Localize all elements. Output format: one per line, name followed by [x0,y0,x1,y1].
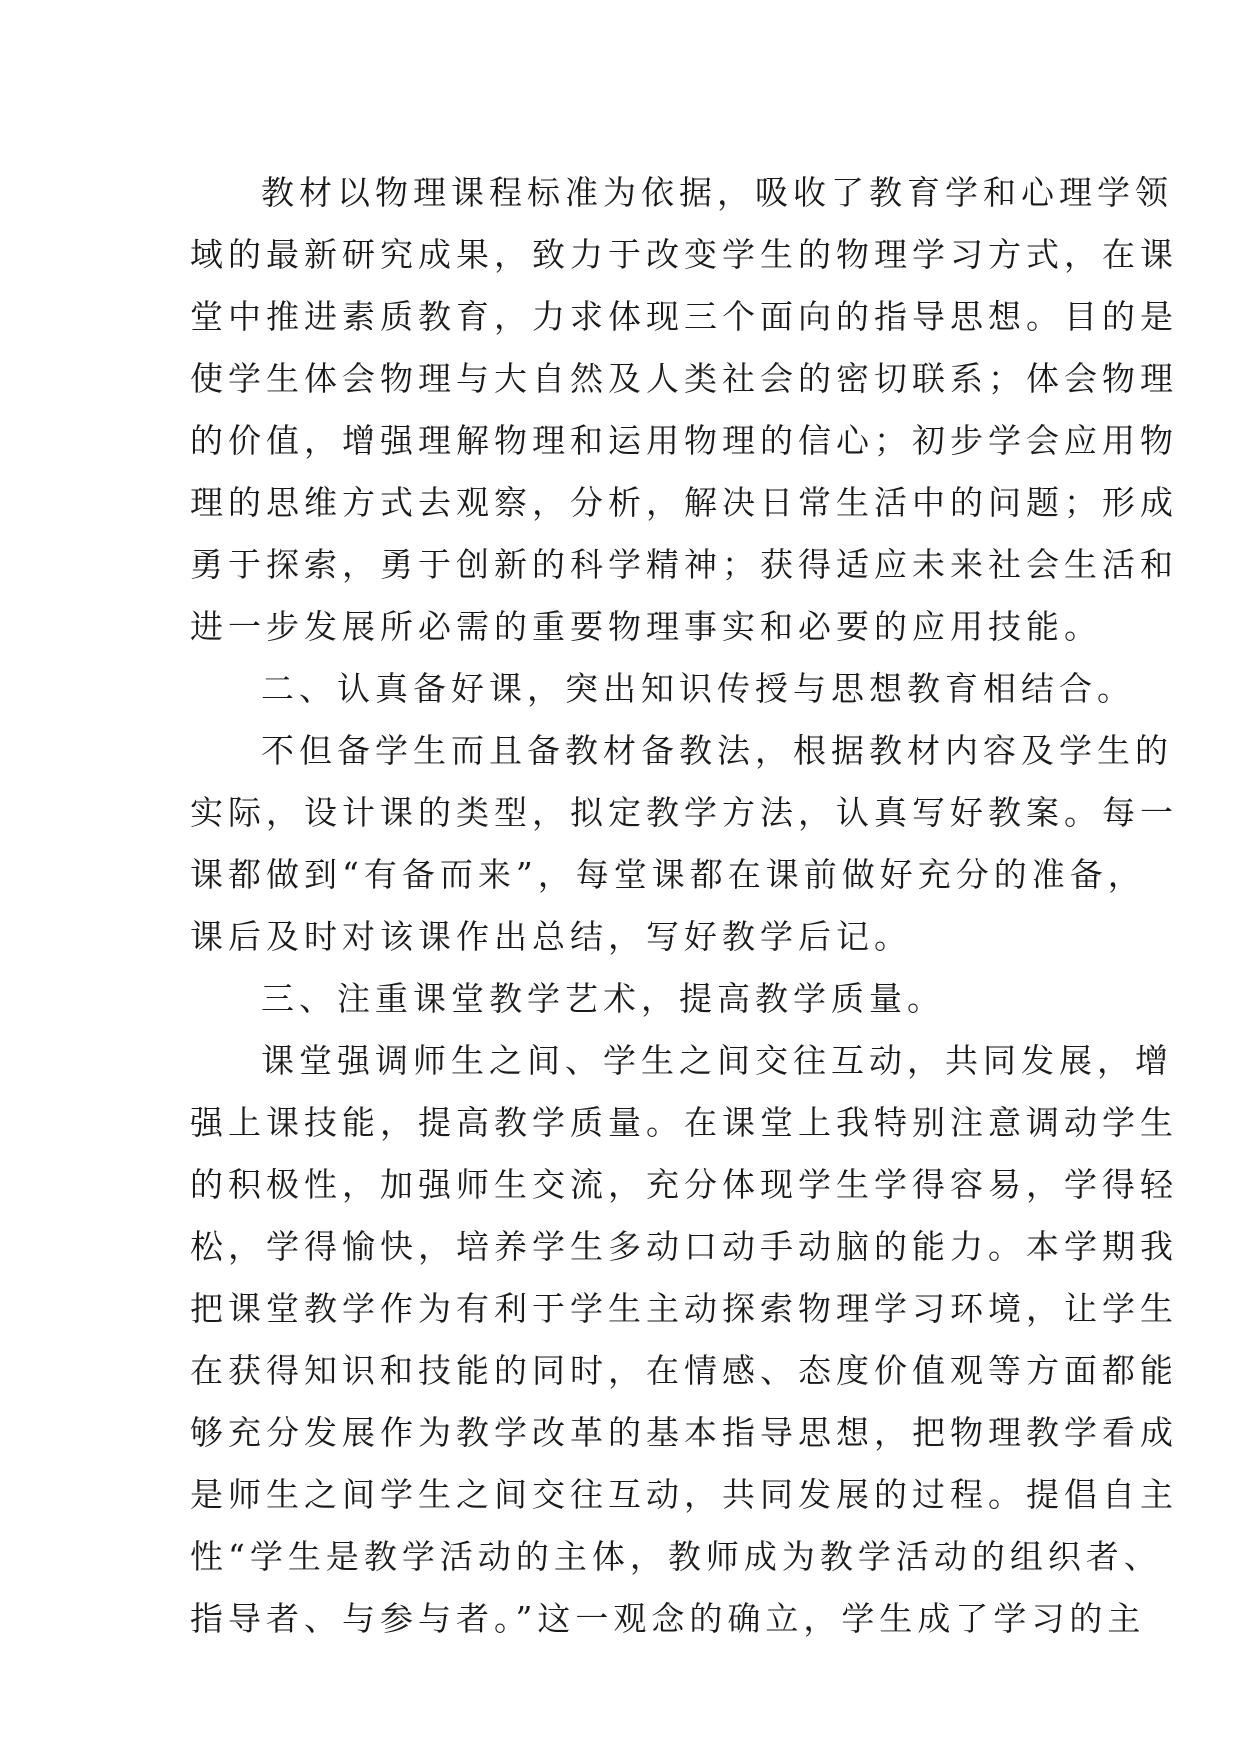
text-line: 的价值，增强理解物理和运用物理的信心；初步学会应用物 [190,421,1178,460]
text-line: 不但备学生而且备教材备教法，根据教材内容及学生的 [261,731,1173,770]
text-line: 是师生之间学生之间交往互动，共同发展的过程。提倡自主 [190,1475,1178,1514]
text-line: 教材以物理课程标准为依据，吸收了教育学和心理学领 [261,173,1173,212]
text-line: 勇于探索，勇于创新的科学精神；获得适应未来社会生活和 [190,545,1178,584]
text-line: 使学生体会物理与大自然及人类社会的密切联系；体会物理 [190,359,1178,398]
text-line: 把课堂教学作为有利于学生主动探索物理学习环境，让学生 [190,1289,1178,1328]
text-line: 强上课技能，提高教学质量。在课堂上我特别注意调动学生 [190,1103,1178,1142]
text-line: 的积极性，加强师生交流，充分体现学生学得容易，学得轻 [190,1165,1178,1204]
text-line: 理的思维方式去观察，分析，解决日常生活中的问题；形成 [190,483,1178,522]
text-line: 课后及时对该课作出总结，写好教学后记。 [190,917,912,956]
text-line: 堂中推进素质教育，力求体现三个面向的指导思想。目的是 [190,297,1178,336]
text-line: 域的最新研究成果，致力于改变学生的物理学习方式，在课 [190,235,1178,274]
section-heading: 二、认真备好课，突出知识传授与思想教育相结合。 [261,669,1135,708]
section-heading: 三、注重课堂教学艺术，提高教学质量。 [261,979,945,1018]
text-line: 课堂强调师生之间、学生之间交往互动，共同发展，增 [261,1041,1173,1080]
text-line: 实际，设计课的类型，拟定教学方法，认真写好教案。每一 [190,793,1178,832]
text-line: 性“学生是教学活动的主体，教师成为教学活动的组织者、 [190,1537,1162,1576]
document-body [190,162,1178,1650]
text-line: 够充分发展作为教学改革的基本指导思想，把物理教学看成 [190,1413,1178,1452]
text-line: 进一步发展所必需的重要物理事实和必要的应用技能。 [190,607,1102,646]
text-line: 课都做到“有备而来”，每堂课都在课前做好充分的准备， [190,855,1146,894]
text-line: 松，学得愉快，培养学生多动口动手动脑的能力。本学期我 [190,1227,1178,1266]
text-line: 在获得知识和技能的同时，在情感、态度价值观等方面都能 [190,1351,1178,1390]
text-line: 指导者、与参与者。”这一观念的确立，学生成了学习的主 [190,1599,1146,1638]
